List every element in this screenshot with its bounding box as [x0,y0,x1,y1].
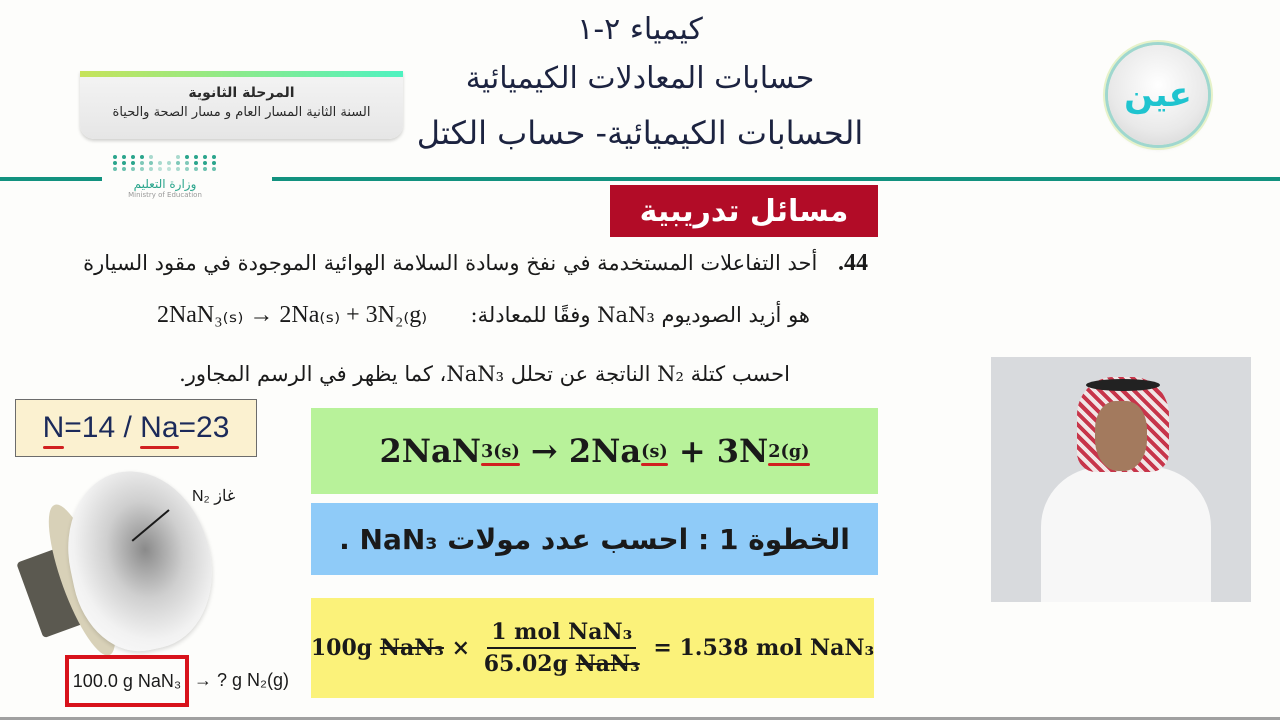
problem-number: 44. [838,250,868,276]
conversion-factor [484,619,640,677]
stage-title: المرحلة الثانوية [188,85,295,101]
header-divider-right [272,177,1280,181]
chapter-title: حسابات المعادلات الكيميائية [465,61,815,96]
course-title: كيمياء ٢-١ [577,12,703,47]
given-mass: 100g [310,635,380,661]
cancelled-unit-denominator: NaN₃ [575,651,640,677]
problem-line-3: احسب كتلة N₂ الناتجة عن تحلل NaN₃، كما يظهر في الرسم المجاور. [179,362,790,386]
fraction-denominator [484,649,640,677]
interpreter-agal [1086,379,1160,391]
problem-line-1 [28,250,868,277]
mole-result: = 1.538 mol NaN₃ [645,635,875,661]
problem-text-line2: هو أزيد الصوديوم NaN₃ وفقًا للمعادلة: [470,303,810,327]
header-divider-left [0,177,102,181]
lesson-title [380,8,900,160]
product-label: → ? g N₂(g) [194,670,290,690]
n2-gas-label: غاز N₂ [192,488,236,505]
fraction-numerator: 1 mol NaN₃ [487,619,636,649]
reactant-state: 3(s) [480,440,520,462]
product-2-state: 2(g) [768,440,810,462]
cancelled-unit: NaN₃ [379,635,444,661]
nitrogen-symbol: N [42,411,65,444]
sign-language-video [991,357,1251,602]
molar-mass: 65.02g [483,651,576,677]
reactant: 2NaN [379,432,481,470]
interpreter-body [1041,467,1211,602]
nitrogen-mass: =14 / [64,411,141,444]
product-1: 2Na [568,432,642,470]
mole-calculation-box [311,598,874,698]
stage-subtitle: السنة الثانية المسار العام و مسار الصحة والحياة [112,105,371,120]
problem-text-line1: أحد التفاعلات المستخدمة في نفخ وسادة السلامة الهوائية الموجودة في مقود السيارة [83,251,818,275]
product-1-state: (s) [641,440,668,462]
reaction-arrow: → [519,432,569,470]
atomic-masses-box [15,399,257,457]
step-1-box: الخطوة 1 : احسب عدد مولات NaN₃ . [311,503,878,575]
practice-problems-banner: مسائل تدريبية [610,185,878,237]
moe-dots-icon [112,155,218,171]
sodium-symbol: Na [140,411,179,444]
given-mass-box: 100.0 g NaN₃ [65,655,189,707]
stage-card [80,71,403,139]
problem-equation: 2NaN₃₍ₛ₎ → 2Na₍ₛ₎ + 3N₂₍g₎ [156,302,428,328]
ain-logo-text: عين [1124,75,1192,115]
problem-line-2 [50,300,810,329]
interpreter-face [1095,401,1147,471]
sodium-mass: =23 [178,411,230,444]
ministry-of-education-logo [100,155,230,225]
section-title: الحسابات الكيميائية- حساب الكتل [416,114,864,152]
moe-arabic-name: وزارة التعليم [133,177,197,191]
product-2: 3N [716,432,769,470]
plus-sign: + [667,432,717,470]
ain-channel-logo [1108,45,1208,145]
times-sign: × [443,635,478,661]
moe-english-name: Ministry of Education [128,191,202,199]
stage-card-accent-bar [80,71,403,77]
balanced-equation-box [311,408,878,494]
